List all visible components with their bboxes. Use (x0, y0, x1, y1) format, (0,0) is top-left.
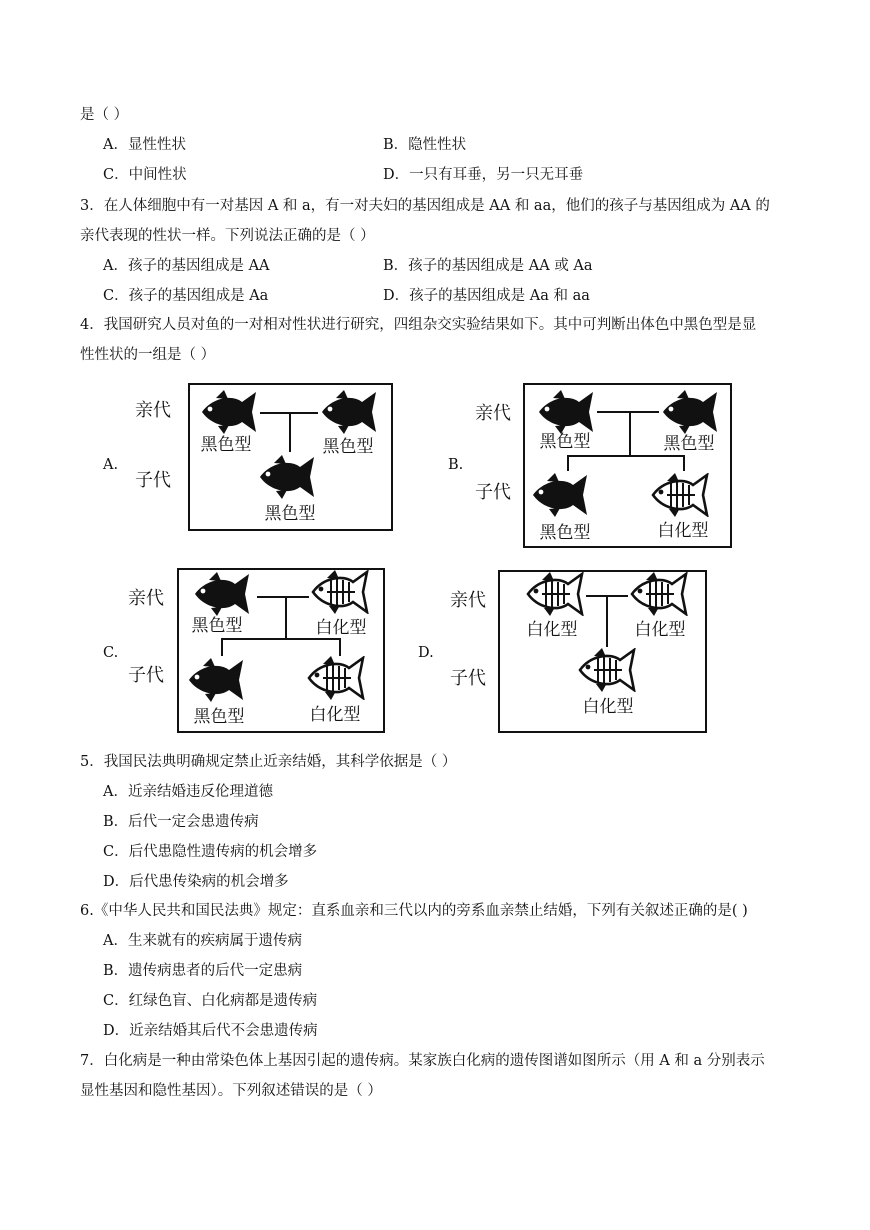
child-phenotype-label: 白化型 (582, 697, 634, 717)
q5-option-a: A．近亲结婚违反伦理道德 (103, 784, 273, 800)
parent-phenotype-label: 白化型 (634, 620, 686, 640)
diagram-c-parent-label: 亲代 (128, 588, 164, 609)
q6-option-c: C．红绿色盲、白化病都是遗传病 (103, 993, 318, 1009)
black-fish-icon (529, 473, 591, 517)
black-fish-icon (318, 390, 380, 434)
black-fish-icon (256, 455, 318, 499)
parent-phenotype-label: 黑色型 (322, 437, 374, 457)
cross-line (597, 411, 659, 413)
q2-tail: 是（ ） (80, 107, 129, 123)
q3-option-a: A．孩子的基因组成是 AA (103, 258, 270, 274)
q7-stem-line2: 显性基因和隐性基因）。下列叙述错误的是（ ） (80, 1083, 382, 1099)
black-fish-icon (191, 572, 253, 616)
diagram-a-child-label: 子代 (135, 470, 171, 491)
child-phenotype-label: 黑色型 (539, 523, 591, 543)
descent-line (285, 596, 287, 638)
q4-stem-line1: 4．我国研究人员对鱼的一对相对性状进行研究，四组杂交实验结果如下。其中可判断出体色中黑色型是显 (80, 317, 757, 333)
q6-option-b: B．遗传病患者的后代一定患病 (103, 963, 303, 979)
albino-fish-icon (649, 473, 711, 517)
q3-option-b: B．孩子的基因组成是 AA 或 Aa (383, 258, 593, 274)
black-fish-icon (535, 390, 597, 434)
cross-line (257, 596, 309, 598)
child-phenotype-label: 黑色型 (193, 707, 245, 727)
q6-option-d: D．近亲结婚其后代不会患遗传病 (103, 1023, 318, 1039)
black-fish-icon (659, 390, 721, 434)
child-phenotype-label: 黑色型 (264, 504, 316, 524)
diagram-d-child-label: 子代 (450, 668, 486, 689)
branch-line (221, 638, 341, 640)
q2-option-a: A．显性性状 (103, 137, 186, 153)
albino-fish-icon (305, 656, 367, 700)
q5-option-c: C．后代患隐性遗传病的机会增多 (103, 844, 318, 860)
parent-phenotype-label: 黑色型 (663, 434, 715, 454)
branch-line (683, 455, 685, 471)
q3-option-d: D．孩子的基因组成是 Aa 和 aa (383, 288, 590, 304)
diagram-b-label: B. (448, 457, 464, 473)
descent-line (606, 595, 608, 647)
q6-stem: 6.《中华人民共和国民法典》规定：直系血亲和三代以内的旁系血亲禁止结婚，下列有关叙述正确的是( ) (80, 903, 748, 919)
albino-fish-icon (628, 572, 690, 616)
albino-fish-icon (576, 648, 638, 692)
descent-line (289, 412, 291, 452)
black-fish-icon (185, 658, 247, 702)
black-fish-icon (198, 390, 260, 434)
parent-phenotype-label: 白化型 (526, 620, 578, 640)
albino-fish-icon (524, 572, 586, 616)
diagram-b-box (523, 383, 732, 548)
q2-option-b: B．隐性性状 (383, 137, 467, 153)
q5-option-b: B．后代一定会患遗传病 (103, 814, 259, 830)
q5-stem: 5．我国民法典明确规定禁止近亲结婚，其科学依据是（ ） (80, 754, 457, 770)
parent-phenotype-label: 黑色型 (539, 432, 591, 452)
q6-option-a: A．生来就有的疾病属于遗传病 (103, 933, 302, 949)
diagram-b-child-label: 子代 (475, 482, 511, 503)
q2-option-c: C．中间性状 (103, 167, 187, 183)
branch-line (567, 455, 569, 471)
parent-phenotype-label: 黑色型 (200, 435, 252, 455)
descent-line (629, 411, 631, 455)
diagram-c-child-label: 子代 (128, 665, 164, 686)
q7-stem-line1: 7．白化病是一种由常染色体上基因引起的遗传病。某家族白化病的遗传图谱如图所示（用 A 和 a 分别表示 (80, 1053, 765, 1069)
diagram-b-parent-label: 亲代 (475, 403, 511, 424)
q3-stem-line2: 亲代表现的性状一样。下列说法正确的是（ ） (80, 228, 375, 244)
diagram-c-label: C. (103, 645, 119, 661)
diagram-d-parent-label: 亲代 (450, 590, 486, 611)
q2-option-d: D．一只有耳垂，另一只无耳垂 (383, 167, 584, 183)
albino-fish-icon (309, 570, 371, 614)
diagram-d-label: D. (418, 645, 434, 661)
branch-line (567, 455, 685, 457)
child-phenotype-label: 白化型 (657, 521, 709, 541)
q3-stem-line1: 3．在人体细胞中有一对基因 A 和 a，有一对夫妇的基因组成是 AA 和 aa，他们的孩子与基因组成为 AA 的 (80, 198, 770, 214)
diagram-a-label: A. (103, 457, 119, 473)
child-phenotype-label: 白化型 (309, 705, 361, 725)
diagram-d-box (498, 570, 707, 733)
branch-line (221, 638, 223, 656)
diagram-a-parent-label: 亲代 (135, 400, 171, 421)
q5-option-d: D．后代患传染病的机会增多 (103, 874, 289, 890)
q4-stem-line2: 性性状的一组是（ ） (80, 347, 216, 363)
parent-phenotype-label: 黑色型 (191, 616, 243, 636)
diagram-c-box (177, 568, 385, 733)
branch-line (339, 638, 341, 656)
q3-option-c: C．孩子的基因组成是 Aa (103, 288, 269, 304)
parent-phenotype-label: 白化型 (315, 618, 367, 638)
diagram-a-box (188, 383, 393, 531)
